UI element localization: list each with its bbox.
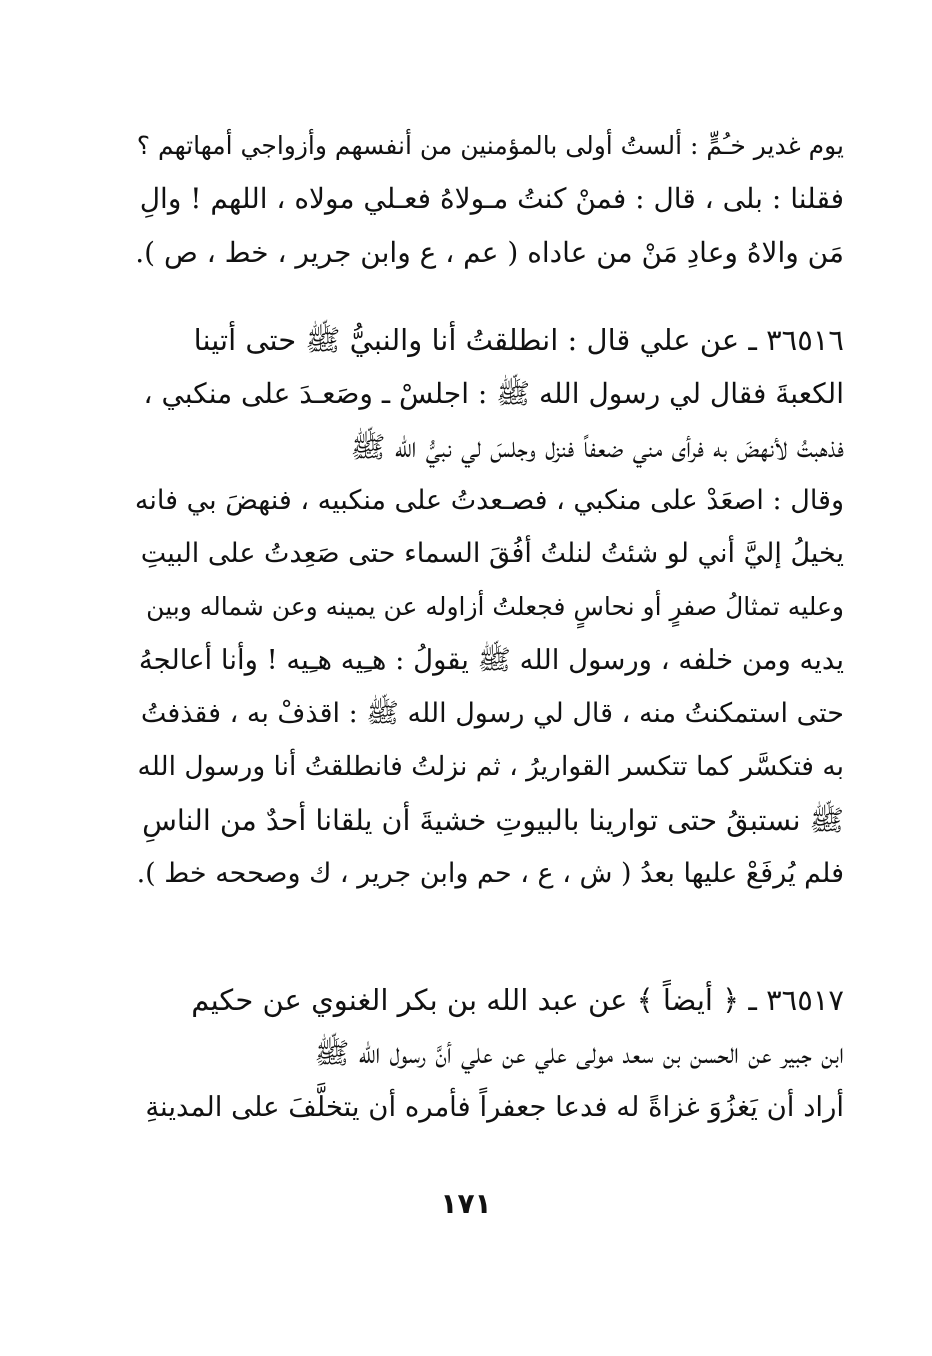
text-line: ٣٦٥١٦ ـ عن علي قال : انطلقتُ أنا والنبيُّ ﷺ حتى أتينا xyxy=(193,323,844,357)
text-line: به فتكسَّر كما تتكسر القواريرُ ، ثم نزلتُ فانطلقتُ أنا ورسول الله xyxy=(137,751,844,783)
page-number: ١٧١ xyxy=(440,1187,492,1220)
text-line: يوم غدير خـُمٍّ : ألستُ أولى بالمؤمنين من أنفسهم وأزواجي أمهاتهم ؟ xyxy=(136,131,844,160)
text-line: فلم يُرفَعْ عليها بعدُ ( ش ، ع ، حم وابن جرير ، ك وصححه خط ). xyxy=(136,857,844,889)
text-line: الكعبةَ فقال لي رسول الله ﷺ : اجلسْ ـ وصَعـدَ على منكبي ، xyxy=(143,377,844,411)
text-line: يديه ومن خلفه ، ورسول الله ﷺ يقولُ : هـِيه هـِيه ! وأنا أعالجهُ xyxy=(138,643,844,676)
paragraph-hadith-36517 xyxy=(134,974,844,1134)
text-line: فذهبتُ لأنهضَ به فرأى مني ضعفاً فنزل وجلسَ لي نبيُّ الله ﷺ xyxy=(350,429,844,464)
text-line: فقلنا : بلى ، قال : فمنْ كنتُ مـولاهُ فعـلي مولاه ، اللهم ! والِ xyxy=(139,182,844,216)
text-line: ﷺ نستبقُ حتى توارينا بالبيوتِ خشيةَ أن يلقانا أحدٌ من الناسِ xyxy=(142,803,844,837)
text-line: حتى استمكنتُ منه ، قال لي رسول الله ﷺ : اقذفْ به ، فقذفتُ xyxy=(140,698,844,730)
text-line: يخيلُ إليَّ أني لو شئتُ لنلتُ أفُقَ السماء حتى صَعِدتُ على البيتِ xyxy=(140,538,844,570)
paragraph-hadith-36516 xyxy=(134,314,844,900)
text-line: وعليه تمثالُ صفرٍ أو نحاسٍ فجعلتُ أزاوله عن يمينه وعن شماله وبين xyxy=(146,592,844,622)
text-line: مَن والاهُ وعادِ مَنْ من عاداه ( عم ، ع وابن جرير ، خط ، ص ). xyxy=(135,235,844,269)
text-line: ٣٦٥١٧ ـ ﴿ أيضاً ﴾ عن عبد الله بن بكر الغنوي عن حكيم xyxy=(191,983,844,1017)
text-line: أراد أن يَغزُوَ غزاةً له فدعا جعفراً فأمره أن يتخلَّفَ على المدينةِ xyxy=(145,1090,844,1123)
text-line: ابن جبير عن الحسن بن سعد مولى علي عن علي أنَّ رسول الله ﷺ xyxy=(314,1036,844,1071)
paragraph-hadith-ghadir xyxy=(134,119,844,279)
text-line: وقال : اصعَدْ على منكبي ، فصـعدتُ على منكبيه ، فنهضَ بي فانه xyxy=(134,484,844,516)
